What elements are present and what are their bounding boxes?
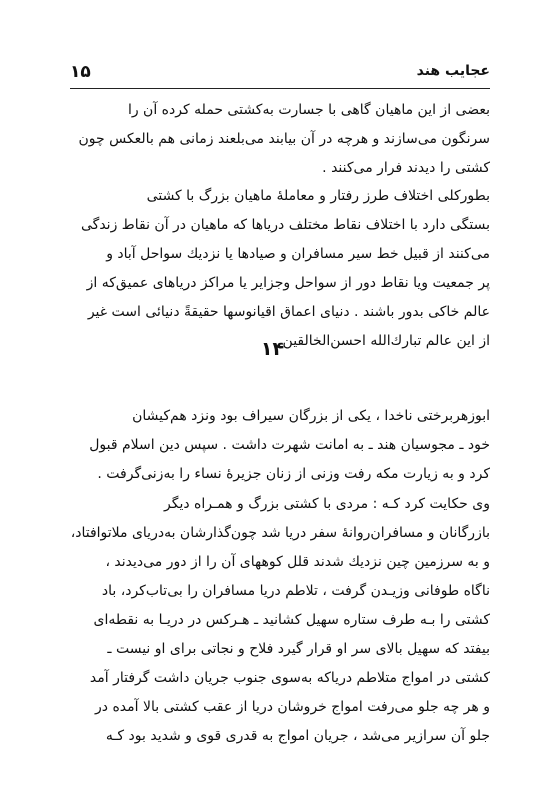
text-line: بازرگانان و مسافران‌روانهٔ سفر دریا شد چون‌گذارشان به‌دریای ملاتوافتاد، — [70, 525, 490, 541]
text-line: بیفتد که سهیل بالای سر او قرار گیرد فلاح و نجاتی برای او نیست ـ — [107, 641, 490, 657]
paragraph — [70, 182, 490, 356]
section-number: ۱۴ — [260, 338, 285, 360]
text-line: بطورکلی اختلاف طرز رفتار و معاملهٔ ماهیان بزرگ با کشتی — [146, 188, 490, 204]
text-line: وی حکایت کرد کـه : مردی با کشتی بزرگ و همـراه دیگر — [164, 496, 490, 512]
text-line: خود ـ مجوسیان هند ـ به امانت شهرت داشت . سپس دین اسلام قبول — [89, 437, 490, 453]
text-line: ابوزهربرختی ناخدا ، یکی از بزرگان سیراف بود ونزد هم‌کیشان — [132, 408, 490, 424]
paragraph — [70, 490, 490, 751]
text-line: از این عالم تبارك‌الله احسن‌الخالقین . — [273, 333, 490, 349]
book-title: عجایب هند — [416, 63, 490, 79]
page-number: ۱۵ — [70, 62, 91, 82]
text-line: کشتی را دیدند فرار می‌کنند . — [322, 160, 490, 176]
text-line: و به سرزمین چین نزدیك شدند قلل کوههای آن را از دور می‌دیدند ، — [105, 554, 490, 570]
text-line: کرد و به زیارت مکه رفت وزنی از زنان جزیرهٔ نساء را به‌زنی‌گرفت . — [97, 466, 490, 482]
paragraph — [70, 402, 490, 489]
text-line: سرنگون می‌سازند و هرچه در آن بیابند می‌بلعند زمانی هم بالعکس چون — [78, 131, 490, 147]
text-line: می‌کنند از قبیل خط سیر مسافران و صیادها یا نزدیك سواحل آباد و — [106, 246, 490, 262]
text-line: پر جمعیت ویا نقاط دور از سواحل وجزایر یا مراکز دریاهای عمیق‌که از — [86, 275, 490, 291]
text-line: کشتی را بـه طرف ستاره سهیل کشانید ـ هـرکس در دریـا به نقطه‌ای — [93, 612, 490, 628]
text-line: عالم خاکی بدور باشند . دنیای اعماق اقیانوسها حقیقةً دنیائی است غیر — [87, 304, 490, 320]
running-header — [70, 60, 490, 89]
text-line: جلو آن سرازیر می‌شد ، جریان امواج به قدری قوی و شدید بود کـه — [105, 728, 490, 744]
text-line: ناگاه طوفانی وزیـدن گرفت ، تلاطم دریا مسافران را بی‌تاب‌کرد، باد — [101, 583, 490, 599]
text-line: بعضی از این ماهیان گاهی با جسارت به‌کشتی حمله کرده آن را — [127, 102, 490, 118]
text-line: بستگی دارد با اختلاف نقاط مختلف دریاها که ماهیان در آن نقاط زندگی — [80, 217, 490, 233]
text-line: کشتی در امواج متلاطم دریاکه به‌سوی جنوب جریان داشت گرفتار آمد — [89, 670, 490, 686]
paragraph — [70, 96, 490, 183]
text-line: و هر چه جلو می‌رفت امواج خروشان دریا از عقب کشتی بالا آمده در — [95, 699, 490, 715]
